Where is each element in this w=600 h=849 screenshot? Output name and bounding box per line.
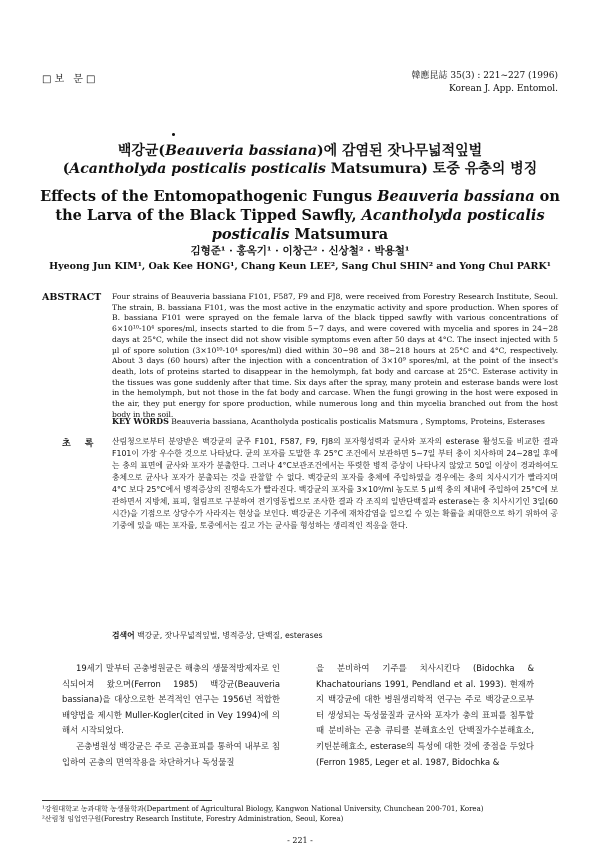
search-terms-text: 백강균, 잣나무넓적잎벌, 병적증상, 단백질, esterases [137,631,323,640]
keywords-text: Beauveria bassiana, Acantholyda posticalis posticalis Matsmura , Symptoms, Proteins, Esterases [171,417,545,426]
body-column-right [316,661,534,770]
summary-korean-text: 산림청으로부터 분양받은 백강균의 균주 F101, F587, F9, FJ8의 포자형성력과 균사와 포자의 esterase 활성도를 비교한 결과 F101이 가장 우수한 것으로 나타났다. 균의 포자를 도말한 후 25°C 조건에서 보관하면 5~7일 부터 충이 치사하며 24~28일 후에는 충의 표면에 균사와 포자가 분출한다. 그러나 4°C보관조건에서는 뚜렷한 병적 증상이 나타나지 않았고 50일 이상이 경과하여도 충체으로 균사나 포자가 분출되는 것을 관찰할 수 없다. 백강균의 포자를 충체에 주입하였을 경우에는 충의 치사시기가 빨라지며 4°C 보다 25°C에서 병적증상의 진행속도가 빨라진다. 백강균의 포자를 3×10⁹/ml 농도로 5 µl씩 충의 체내에 주입하여 25°C에 보관하면서 지방체, 표피, 혈림프로 구분하여 전기영동법으로 조사한 결과 각 조직의 일반단백질과 esterase는 충 치사시기인 3일(60시간)을 기점으로 상당수가 사라지는 현상을 보인다. 백강균은 기주에 재차감염을 일으킬 수 있는 확률을 최대한으로 하기 위하여 공기중에 있을 때는 포자를, 토중에서는 길고 가는 균사를 형성하는 생리적인 적응을 한다. [112,437,558,530]
title-korean-line2: (Acantholyda posticalis posticalis Matsumura) 토중 유충의 병징 [62,161,538,177]
title-english: Effects of the Entomopathogenic Fungus Beauveria bassiana on the Larva of the Black Tipped Sawfly, Acantholyda posticalis posticalis Matsumura [40,188,560,243]
footnote-divider [42,800,212,801]
journal-info [411,70,558,96]
body-paragraph: 을 분비하여 기주를 치사시킨다 (Bidochka & Khachatourians 1991, Pendland et al. 1993). 현재까지 백강균에 대한 병원생리학적 연구는 주로 백강균으로부터 생성되는 독성물질과 균사와 포자가 충의 표피를 침투할 때 분비하는 곤충 큐티클 분해효소인 단백질가수분해효소, 키틴분해효소, esterase의 특성에 대한 것에 중점을 두었다 (Ferron 1985, Leger et al. 1987, Bidochka & [316,663,534,767]
decorative-dot [172,133,175,136]
keywords [112,416,558,427]
search-terms-label: 검색어 [112,631,135,640]
body-paragraph: 19세기 말부터 곤충병원균은 해충의 생물적방제자로 인식되어져 왔으며(Ferron 1985) 백강균(Beauveria bassiana)을 대상으로한 본격적인 연구는 1956년 적합한 배양법을 제시한 Muller-Kogler(cited in Vey 1994)에 의해서 시작되었다. [62,663,280,736]
footnote-2: ²산림청 임업연구원(Forestry Research Institute, Forestry Administration, Seoul, Korea) [42,815,344,823]
section-label: □보 문□ [42,74,99,85]
summary-korean-label: 초록 [62,439,108,449]
journal-citation-ko: 韓應昆誌 35(3) : 221~227 (1996) [411,71,558,81]
body-paragraph: 곤충병원성 백강균은 주로 곤충표피를 통하여 내부로 침입하여 곤충의 면역작용을 차단하거나 독성물질 [62,740,280,767]
page-number: - 221 - [287,836,313,845]
journal-name-en: Korean J. App. Entomol. [448,84,558,94]
abstract-label: ABSTRACT [42,292,102,303]
abstract-text: Four strains of Beauveria bassiana F101, F587, F9 and FJ8, were received from Forestry Research Institute, Seoul. The strain, B. bassiana F101, was the most active in the enzymatic activity and spore production. When spores of B. bassiana F101 were sprayed on the female larva of the black tipped sawfly with various concentrations of 6×10¹⁰-10⁴ spores/ml, insects started to die from 5~7 days, and were covered with mycelia and spores in 24~28 days at 25°C, while the insect did not show visible symptoms even after 50 days at 4°C. The insect injected with 5 µl of spore solution (3×10¹⁰-10⁴ spores/ml) died within 30~98 and 38~218 hours at 25°C and 4°C, respectively. About 3 days (60 hours) after the injection with a concentration of 3×10⁹ spores/ml, at the point of the insect's death, lots of proteins started to disappear in the hemolymph, fat body and carcase at 25°C. Esterase activity in the tissues was gone suddenly after that time. Six days after the spray, many protein and esterase bands were lost in the hemolymph, but not those in the fat body and carcase. When the fungi growing in the host were exposed in the air, they put energy for spore production, while numerous long and thin mycelia branched out from the host body in the soil. [112,292,558,419]
keywords-label: KEY WORDS [112,416,169,426]
authors-english: Hyeong Jun KIM¹, Oak Kee HONG¹, Chang Keun LEE², Sang Chul SHIN² and Yong Chul PARK¹ [49,261,551,272]
title-korean-line1: 백강균(Beauveria bassiana)에 감염된 잣나무넓적잎벌 [117,143,483,159]
footnote-1: ¹강원대학교 농과대학 농생물학과(Department of Agricultural Biology, Kangwon National University, Chunchean 200-701, Korea) [42,805,484,813]
search-terms [112,630,558,641]
body-column-left [62,661,280,770]
authors-korean: 김형준¹ · 홍옥기¹ · 이창근² · 신상철² · 박용철¹ [190,245,410,257]
title-korean [0,142,600,178]
